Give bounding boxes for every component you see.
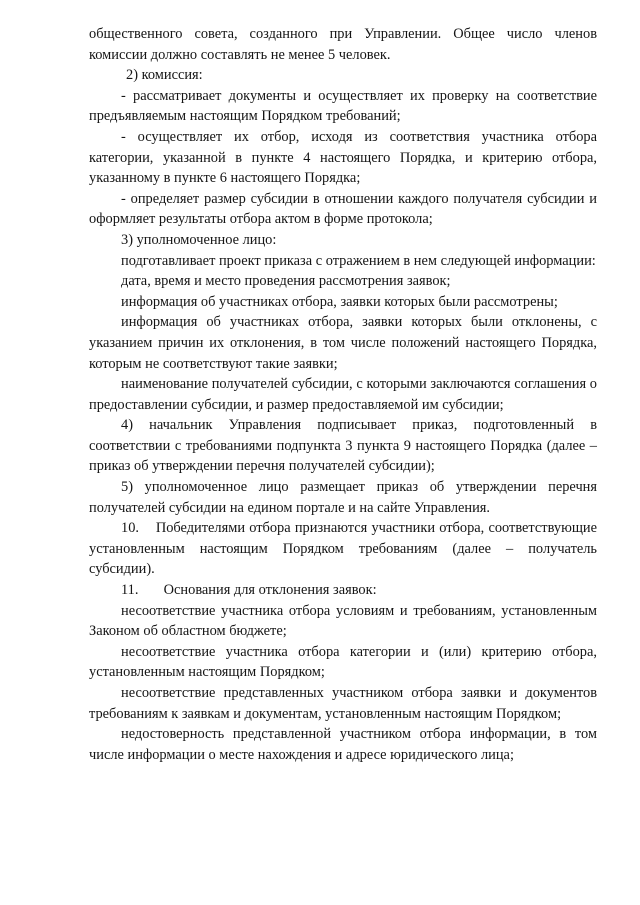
paragraph: - рассматривает документы и осуществляет их проверку на соответствие предъявляемым настоящим Порядком требований; (89, 87, 597, 125)
paragraph: несоответствие участника отбора категории и (или) критерию отбора, установленным настоящим Порядком; (89, 643, 597, 681)
paragraph: - осуществляет их отбор, исходя из соответствия участника отбора категории, указанной в пункте 4 настоящего Порядка, и критерию отбора, указанному в пункте 6 настоящего Порядка; (89, 128, 597, 187)
paragraph: 10. Победителями отбора признаются участники отбора, соответствующие установленным настоящим Порядком требованиям (далее – получатель субсидии). (89, 520, 597, 578)
paragraph: 3) уполномоченное лицо: (121, 231, 277, 248)
paragraph: информация об участниках отбора, заявки которых были отклонены, с указанием причин их отклонения, в том числе положений настоящего Порядка, которым не соответствуют такие заявки; (89, 314, 597, 372)
paragraph: - определяет размер субсидии в отношении каждого получателя субсидии и оформляет результаты отбора актом в форме протокола; (89, 190, 597, 228)
paragraph: несоответствие участника отбора условиям и требованиям, установленным Законом об областном бюджете; (89, 602, 597, 640)
paragraph: недостоверность представленной участником отбора информации, в том числе информации о месте нахождения и адресе юридического лица; (89, 726, 597, 763)
paragraph: общественного совета, созданного при Управлении. Общее число членов комиссии должно составлять не менее 5 человек. (89, 26, 597, 63)
paragraph: информация об участниках отбора, заявки которых были рассмотрены; (121, 293, 558, 310)
paragraph: 5) уполномоченное лицо размещает приказ об утверждении перечня получателей субсидии на едином портале и на сайте Управления. (89, 479, 597, 516)
paragraph: 2) комиссия: (126, 67, 203, 84)
paragraph: несоответствие представленных участником отбора заявки и документов требованиям к заявкам и документам, установленным настоящим Порядком; (89, 685, 597, 722)
paragraph: 11. Основания для отклонения заявок: (121, 582, 377, 599)
paragraph: подготавливает проект приказа с отражением в нем следующей информации: (121, 252, 596, 269)
paragraph: дата, время и место проведения рассмотрения заявок; (121, 273, 451, 290)
paragraph: наименование получателей субсидии, с которыми заключаются соглашения о предоставлении субсидии, и размер предоставляемой им субсидии; (89, 376, 597, 413)
paragraph: 4) начальник Управления подписывает приказ, подготовленный в соответствии с требованиями подпункта 3 пункта 9 настоящего Порядка (далее – приказ об утверждении перечня получателей субсидии); (89, 417, 597, 475)
document-body (89, 24, 597, 765)
